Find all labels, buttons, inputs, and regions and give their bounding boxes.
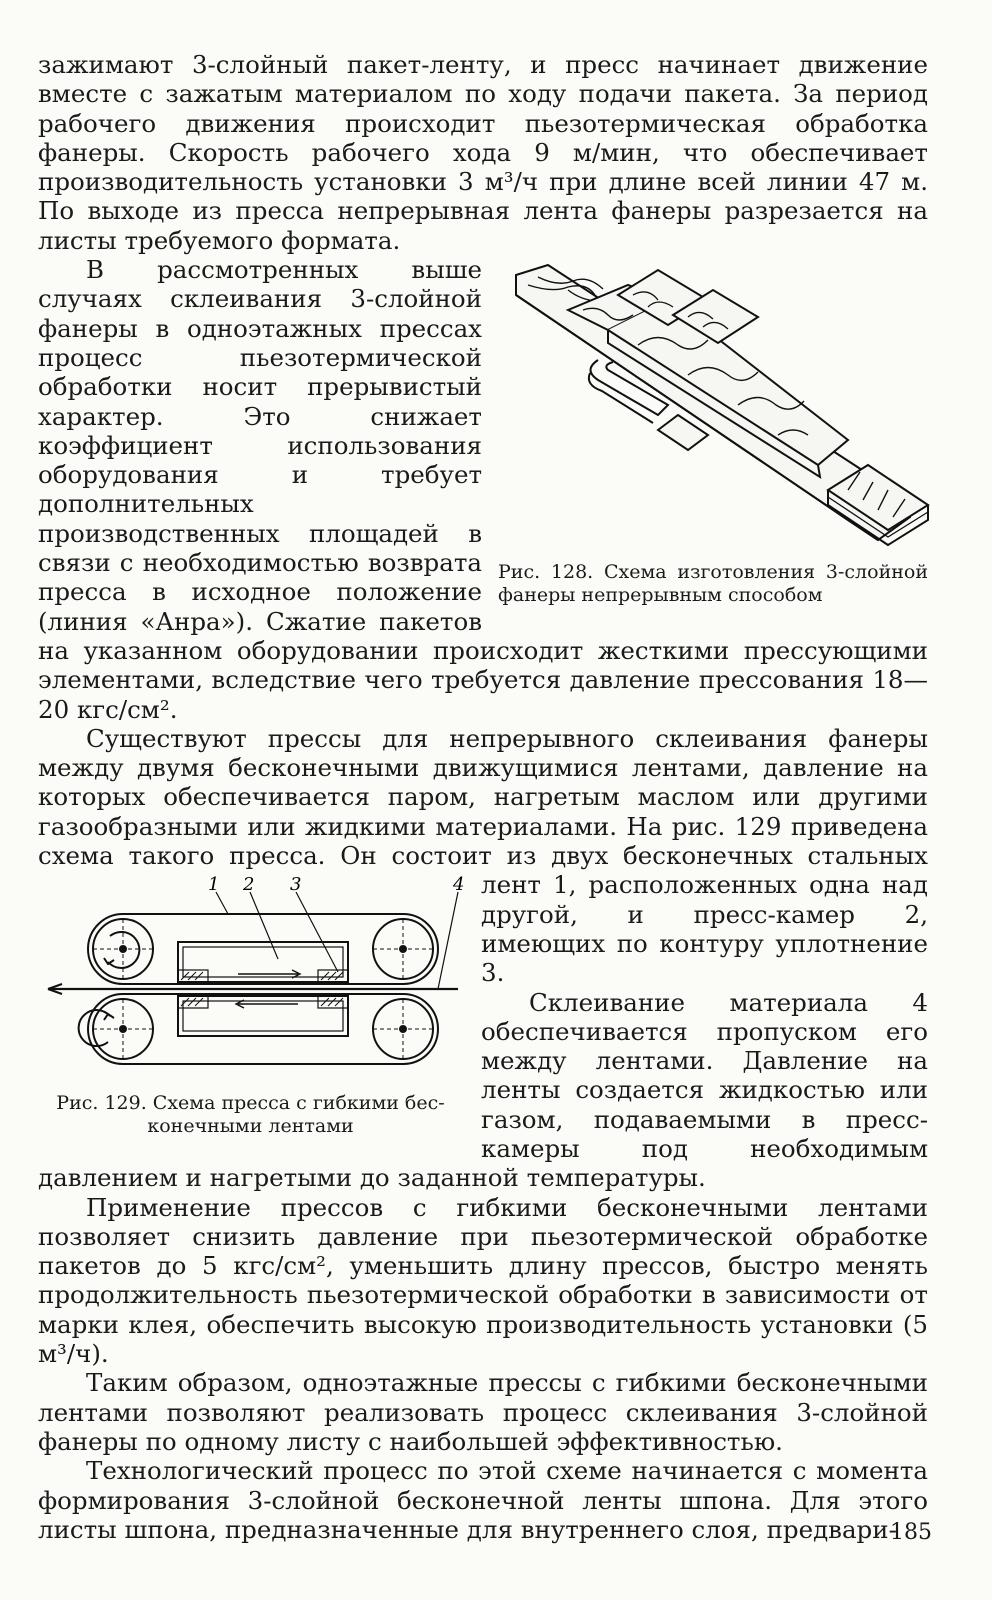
figure-129-caption-line-1: Рис. 129. Схема пресса с гибкими бес-	[56, 1092, 445, 1115]
paragraph-1: зажимают 3-слойный пакет-ленту, и пресс начинает движение вместе с зажатым материалом по ходу подачи пакета. За период рабочего движения происходит пьезотермическая обработка фанеры. Скорость рабочего хода 9 м/мин, что обеспечивает производительность установки 3 м³/ч при длине всей линии 47 м. По выходе из пресса непрерывная лента фанеры разрезается на листы требуемого формата.	[38, 50, 928, 255]
figure-128	[498, 255, 928, 607]
figure-129	[38, 874, 463, 1138]
label-1: 1	[208, 874, 220, 896]
paragraph-3-lead: Существуют прессы для непрерывного склеивания фанеры между двумя бесконечными движущимися лентами, давление на которых обеспечивается паром, нагретым маслом или другими газообразными или жидкими материалами. На рис. 129 приведена схема такого пресса. Он состоит из двух бесконечных стальных	[38, 723, 928, 871]
paragraph-7: Технологический процесс по этой схеме начинается с момента формирования 3-слойной бесконечной ленты шпона. Для этого листы шпона, предназначенные для внутреннего слоя, предвари-	[38, 1456, 928, 1544]
label-2: 2	[243, 874, 255, 896]
paragraph-5: Применение прессов с гибкими бесконечными лентами позволяет снизить давление при пьезотермической обработке пакетов до 5 кгс/см², уменьшить длину прессов, быстро менять продолжительность пьезотермической обработки в зависимости от марки клея, обеспечить высокую производительность установки (5 м³/ч).	[38, 1192, 928, 1369]
page-body	[38, 50, 928, 1544]
figure-129-caption	[38, 1092, 463, 1138]
paragraph-3: лент 1, расположенных одна над другой, и пресс-камер 2, имеющих по контуру уплотнение 3.	[481, 870, 928, 988]
belt-press-diagram	[38, 874, 463, 1084]
page-number: 185	[890, 1520, 932, 1545]
section-fig129	[38, 870, 928, 1192]
paragraph-6: Таким образом, одноэтажные прессы с гибкими бесконечными лентами позволяют реализовать процесс склеивания 3-слойной фанеры по одному листу с наибольшей эффективностью.	[38, 1368, 928, 1456]
section-fig128	[38, 255, 928, 724]
veneer-strip-illustration	[498, 255, 928, 555]
figure-128-caption: Рис. 128. Схема изготовления 3-слойной фанеры непрерывным способом	[498, 561, 928, 607]
paragraph-2: В рассмотренных выше случаях склеивания 3-слойной фанеры в одноэтажных прессах процесс пьезотермической обработки носит прерывистый характер. Это снижает коэффициент использования оборудования и требует дополнительных производственных площадей в связи с необходимостью возврата пресса в исходное положение (линия «Анра»). Сжатие пакетов на указанном оборудовании происходит жесткими прессующими элементами, вследствие чего требуется давление прессования 18—20 кгс/см².	[38, 255, 928, 724]
label-4: 4	[453, 874, 465, 896]
paragraph-4: Склеивание материала 4 обеспечивается пропуском его между лентами. Давление на ленты создается жидкостью или газом, подаваемыми в пресс-камеры под необходимым давлением и нагретыми до заданной температуры.	[38, 987, 928, 1193]
label-3: 3	[290, 874, 302, 896]
figure-129-caption-line-2: конечными лентами	[147, 1115, 354, 1138]
